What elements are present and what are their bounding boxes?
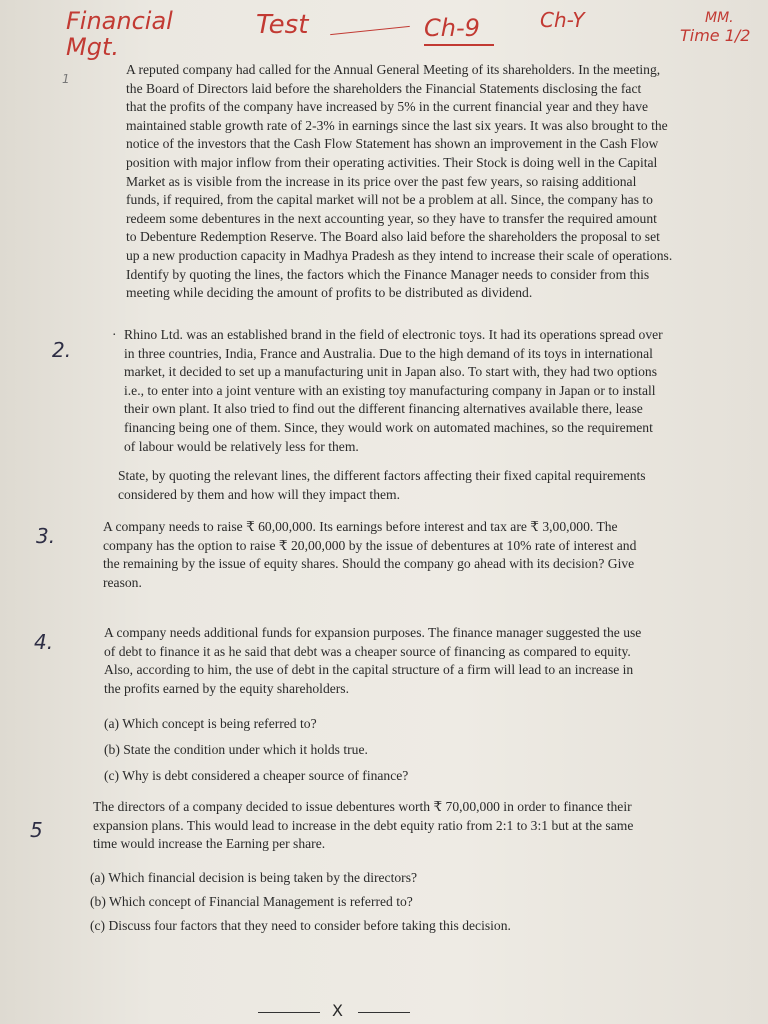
question-line: reason. xyxy=(103,574,142,590)
question-line: the profits earned by the equity shareholders. xyxy=(104,680,349,696)
question-1-number: 1 xyxy=(62,72,70,86)
question-3-text xyxy=(103,518,762,592)
question-line: their own plant. It also tried to find out the different financing alternatives available there, lease xyxy=(124,401,643,417)
footer-rule-right xyxy=(358,1012,410,1013)
question-4-part-b: (b) State the condition under which it holds true. xyxy=(104,742,368,757)
subject-heading: Financial Mgt. xyxy=(66,7,173,61)
chapter-heading: Ch-9 xyxy=(424,14,480,42)
question-5-number: 5 xyxy=(30,818,43,842)
question-3-number: 3. xyxy=(36,524,56,548)
question-line: company has the option to raise ₹ 20,00,000 by the issue of debentures at 10% rate of interest and xyxy=(103,537,637,553)
question-line: Also, according to him, the use of debt in the capital structure of a firm will lead to an increase in xyxy=(104,662,634,678)
question-line: State, by quoting the relevant lines, the different factors affecting their fixed capital requirements xyxy=(118,468,646,483)
question-line: position with major inflow from their operating activities. Their Stock is doing well in the Capital xyxy=(126,154,658,170)
question-line: to Debenture Redemption Reserve. The Board also laid before the shareholders the proposal to set xyxy=(126,229,660,245)
question-line: that the profits of the company have increased by 5% in the current financial year and they have xyxy=(126,99,649,115)
question-line: in three countries, India, France and Australia. Due to the high demand of its toys in international xyxy=(124,345,653,361)
question-5-text xyxy=(93,798,762,854)
question-line: The directors of a company decided to issue debentures worth ₹ 70,00,000 in order to finance their xyxy=(93,799,632,814)
question-line: up a new production capacity in Madhya Pradesh as they intend to increase their scale of operations. xyxy=(126,247,673,263)
time-label: Time 1/2 xyxy=(680,26,751,45)
question-line: Rhino Ltd. was an established brand in the field of electronic toys. It had its operations spread over xyxy=(124,327,663,342)
question-4-part-c: (c) Why is debt considered a cheaper source of finance? xyxy=(104,768,409,783)
question-line: redeem some debentures in the next accounting year, so they have to transfer the required amount xyxy=(126,210,657,226)
chapter-alt-heading: Ch-Y xyxy=(540,8,585,32)
question-line: maintained stable growth rate of 2-3% in earnings since the last six years. It was also brought to the xyxy=(126,117,668,133)
question-line: of debt to finance it as he said that debt was a cheaper source of financing as compared to equity. xyxy=(104,643,631,659)
question-line: A reputed company had called for the Annual General Meeting of its shareholders. In the meeting, xyxy=(126,62,661,77)
test-underline xyxy=(330,26,410,35)
question-line: of labour would be relatively less for them. xyxy=(124,438,359,454)
question-5-part-c: (c) Discuss four factors that they need to consider before taking this decision. xyxy=(90,918,511,933)
question-line: market, it decided to set up a manufacturing unit in Japan also. To start with, they had two options xyxy=(124,364,657,380)
question-5-part-a: (a) Which financial decision is being taken by the directors? xyxy=(90,870,418,885)
question-line: the remaining by the issue of equity shares. Should the company go ahead with its decision? Give xyxy=(103,556,635,572)
question-line: Identify by quoting the lines, the factors which the Finance Manager needs to consider from this xyxy=(126,266,650,282)
question-2-text xyxy=(124,326,762,456)
question-5-part-b: (b) Which concept of Financial Management is referred to? xyxy=(90,894,413,909)
question-1-text xyxy=(126,61,762,303)
end-mark: X xyxy=(332,1001,343,1020)
question-line: the Board of Directors laid before the shareholders the Financial Statements disclosing the fact xyxy=(126,80,642,96)
question-line: Market as is visible from the increase in its price over the past few years, so raising additional xyxy=(126,173,637,189)
question-line: expansion plans. This would lead to increase in the debt equity ratio from 2:1 to 3:1 but at the same xyxy=(93,817,634,833)
question-line: notice of the investors that the Cash Flow Statement has shown an improvement in the Cash Flow xyxy=(126,136,659,152)
chapter-underline xyxy=(424,44,494,46)
question-4-part-a: (a) Which concept is being referred to? xyxy=(104,716,317,731)
footer-rule-left xyxy=(258,1012,320,1013)
question-4-number: 4. xyxy=(34,630,54,654)
question-line: meeting while deciding the amount of profits to be distributed as dividend. xyxy=(126,285,533,301)
question-line: funds, if required, from the capital market will not be a problem at all. Since, the company has to xyxy=(126,192,653,208)
question-line: A company needs additional funds for expansion purposes. The finance manager suggested the use xyxy=(104,625,642,640)
question-2-number: 2. xyxy=(52,338,72,362)
question-line: A company needs to raise ₹ 60,00,000. Its earnings before interest and tax are ₹ 3,00,000. The xyxy=(103,519,618,534)
question-line: financing being one of them. Since, they would work on automated machines, so the requirement xyxy=(124,419,653,435)
test-heading: Test xyxy=(256,10,309,40)
question-line: i.e., to enter into a joint venture with an existing toy manufacturing company in Japan or to install xyxy=(124,382,656,398)
question-2-prompt xyxy=(118,467,762,504)
question-2-bullet: · xyxy=(112,327,117,342)
question-line: considered by them and how will they impact them. xyxy=(118,486,401,502)
question-line: time would increase the Earning per share. xyxy=(93,836,326,852)
marks-label: MM. xyxy=(705,10,734,26)
question-4-text xyxy=(104,624,762,698)
